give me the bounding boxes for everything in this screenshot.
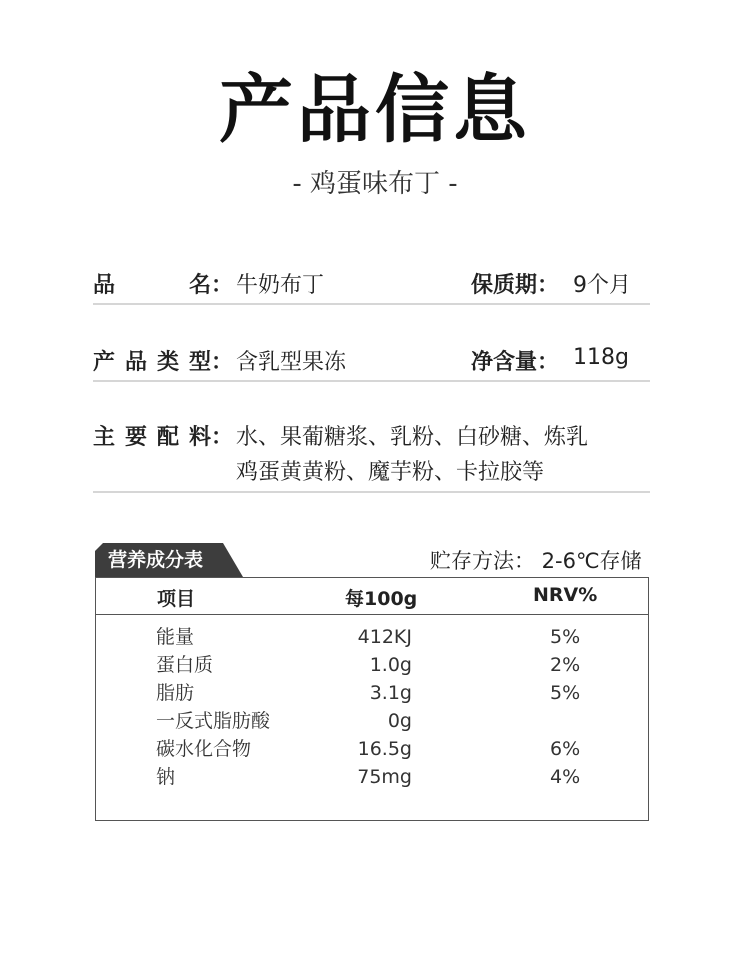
page-subtitle: - 鸡蛋味布丁 - — [292, 169, 458, 199]
nutrition-header-divider — [95, 614, 649, 615]
net-content-value: 118g — [573, 345, 629, 370]
row-nrv: 5% — [550, 626, 581, 648]
info-row-type — [93, 341, 650, 382]
row-item: 一反式脂肪酸 — [156, 710, 271, 732]
header-per-100g: 每100g — [345, 588, 418, 610]
row-item: 脂肪 — [156, 682, 195, 704]
row-nrv: 2% — [550, 654, 581, 676]
net-content-label: 净含量： — [471, 350, 560, 375]
name-label: 品 名 — [93, 273, 211, 298]
ingredients-label: 主要配料 — [93, 425, 211, 450]
name-value: 牛奶布丁 — [236, 273, 325, 298]
row-item: 能量 — [156, 626, 195, 648]
ingredients-label-group — [93, 420, 233, 451]
info-row-ingredients — [93, 417, 650, 493]
type-label-colon: ： — [211, 350, 234, 375]
row-amount: 0g — [387, 710, 412, 732]
info-row-name — [93, 264, 650, 305]
row-amount: 412KJ — [357, 626, 412, 648]
page-title: 产品信息 — [219, 67, 531, 153]
nutrition-tab-label: 营养成分表 — [108, 549, 204, 571]
shelf-life-value: 9个月 — [573, 273, 631, 298]
row-amount: 3.1g — [369, 682, 412, 704]
row-item: 碳水化合物 — [156, 738, 252, 760]
header-item: 项目 — [157, 588, 196, 610]
ingredients-line-1: 水、果葡糖浆、乳粉、白砂糖、炼乳 — [236, 425, 589, 450]
ingredients-line-2: 鸡蛋黄黄粉、魔芋粉、卡拉胶等 — [236, 460, 545, 485]
row-item: 钠 — [156, 766, 176, 788]
row-amount: 75mg — [357, 766, 412, 788]
storage-method: 贮存方法： 2-6℃存储 — [430, 549, 642, 573]
row-item: 蛋白质 — [156, 654, 214, 676]
row-nrv: 6% — [550, 738, 581, 760]
row-amount: 1.0g — [369, 654, 412, 676]
shelf-life-label: 保质期： — [471, 273, 560, 298]
name-label-colon: ： — [211, 273, 234, 298]
row-nrv: 5% — [550, 682, 581, 704]
type-label-group — [93, 345, 233, 376]
name-label-group — [93, 268, 233, 299]
row-nrv: 4% — [550, 766, 581, 788]
ingredients-label-colon: ： — [211, 425, 234, 450]
type-value: 含乳型果冻 — [236, 350, 347, 375]
row-amount: 16.5g — [357, 738, 412, 760]
type-label: 产品类型 — [93, 350, 211, 375]
header-nrv: NRV% — [533, 584, 598, 606]
